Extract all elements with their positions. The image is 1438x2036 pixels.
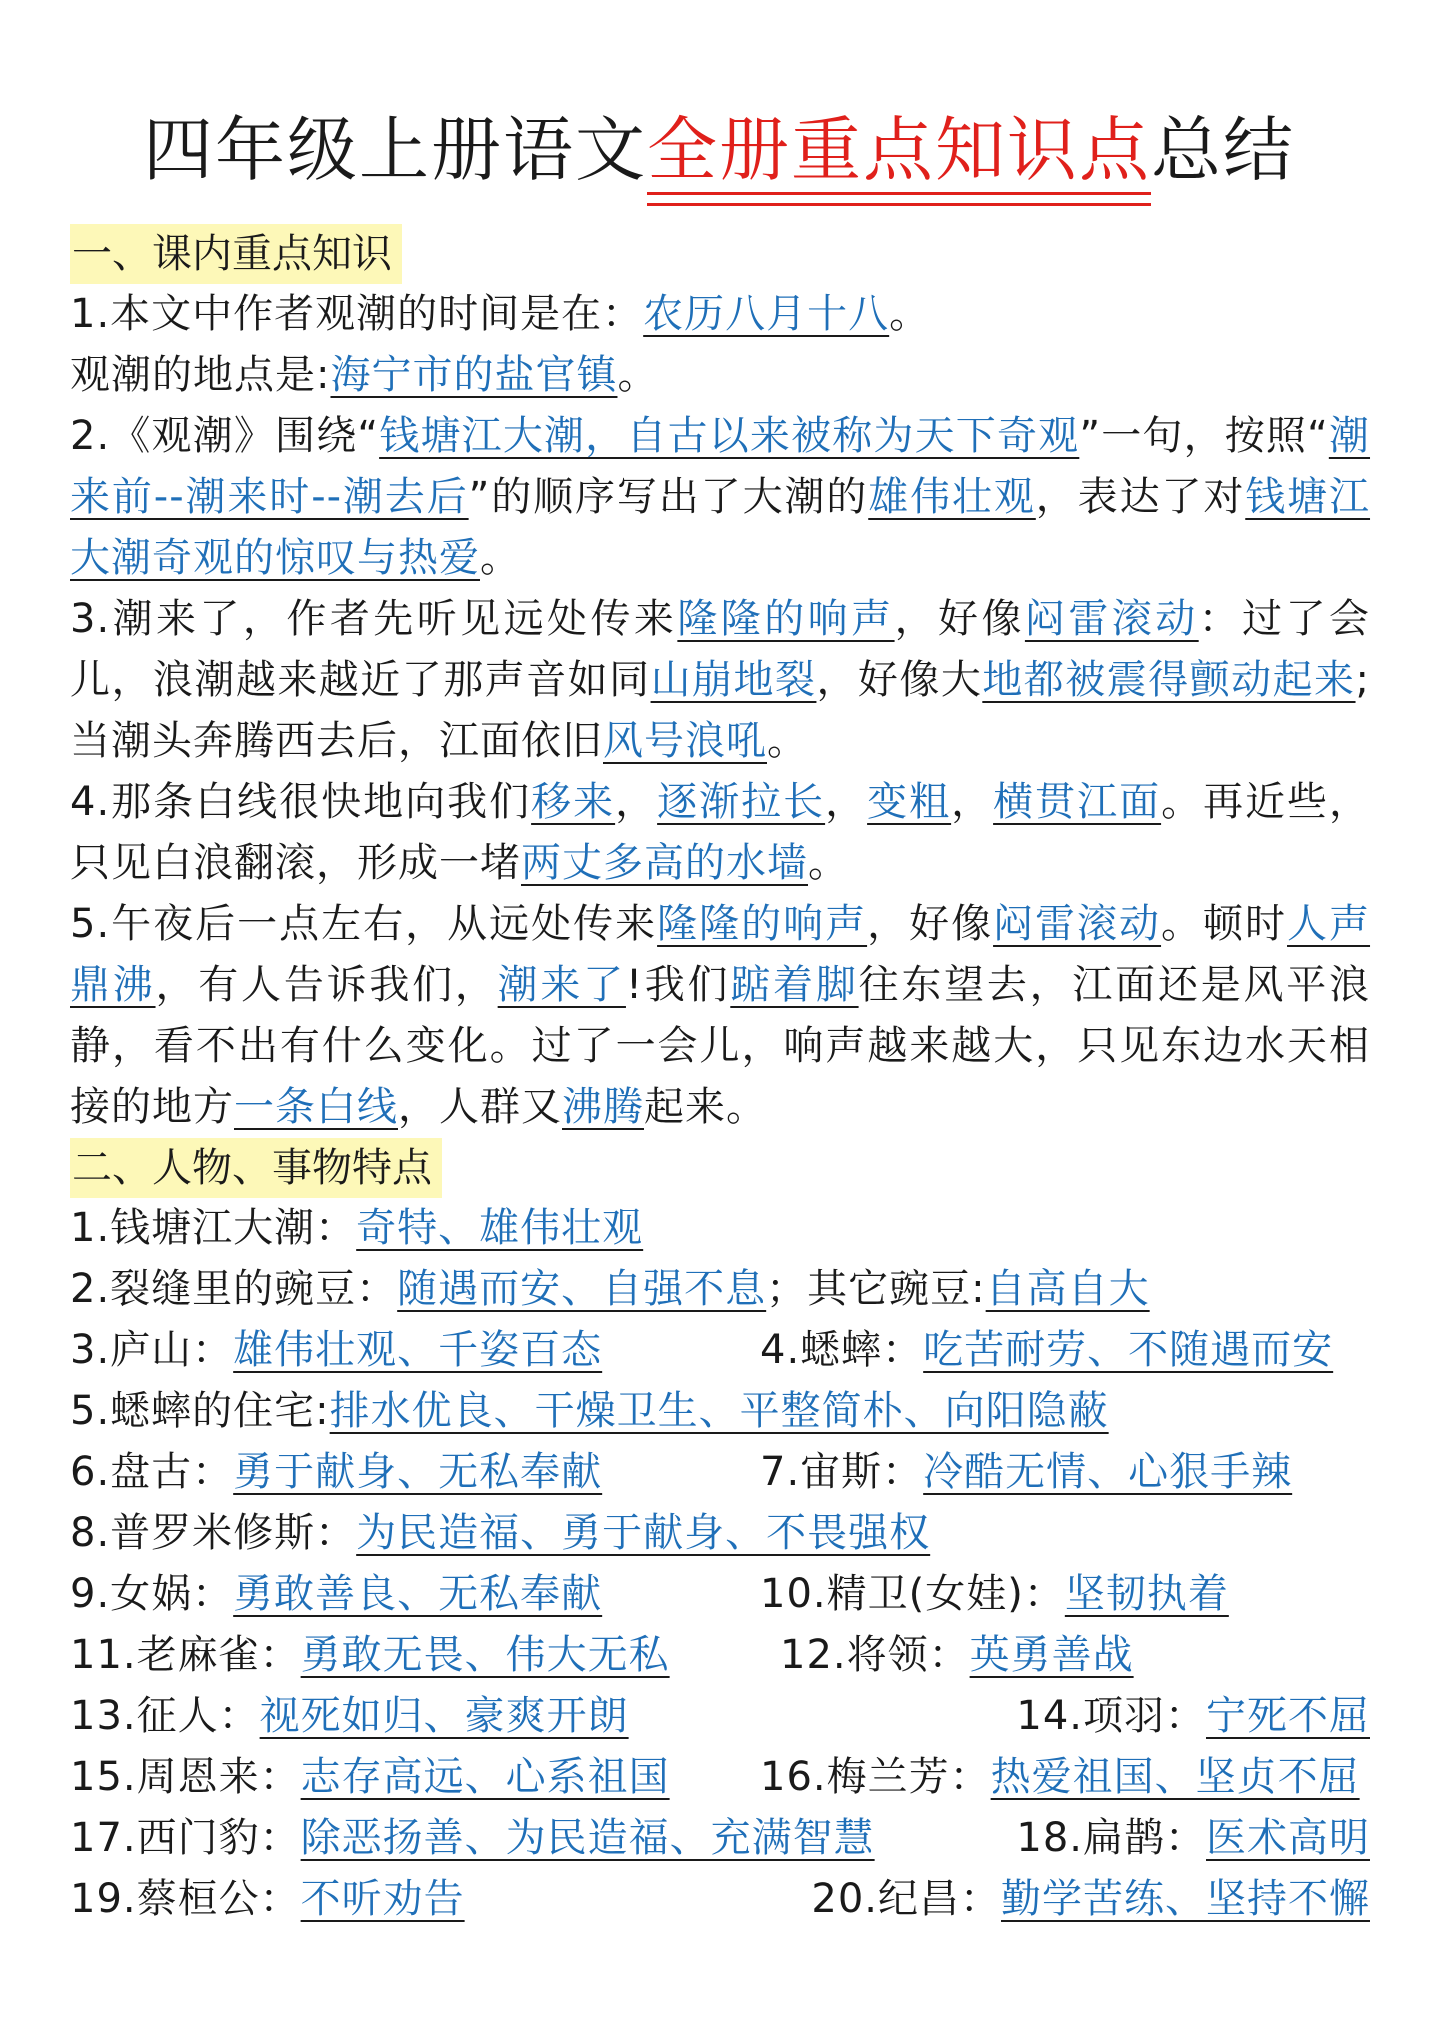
page-title [0, 100, 1438, 200]
trait-row [70, 1808, 1370, 1869]
text-segment: 观潮的地点是: [70, 352, 331, 398]
text-segment: !我们 [625, 962, 731, 1008]
text-segment: ，好像大 [816, 657, 983, 703]
section-2-heading: 二、人物、事物特点 [70, 1138, 442, 1198]
text-segment: ， [615, 779, 658, 825]
trait-answer: 雄伟壮观、千姿百态 [233, 1327, 603, 1373]
trait-answer: 吃苦耐劳、不随遇而安 [923, 1327, 1334, 1373]
text-segment: 。顿时 [1161, 901, 1288, 947]
text-segment: ， [951, 779, 994, 825]
trait-row [70, 1503, 1370, 1564]
trait-subject: 19.蔡桓公： [70, 1876, 301, 1922]
text-segment: ”一句，按照“ [1079, 413, 1329, 459]
answer-text: 潮来前--潮来时--潮去后 [70, 413, 1371, 520]
trait-item [70, 1503, 930, 1564]
answer-text: 潮来了 [497, 962, 626, 1008]
text-segment: ，有人告诉我们， [155, 962, 498, 1008]
trait-item [1016, 1808, 1370, 1869]
trait-subject: 7.宙斯： [760, 1449, 924, 1495]
trait-answer: 视死如归、豪爽开朗 [259, 1693, 629, 1739]
answer-text: 两丈多高的水墙 [521, 840, 808, 886]
trait-answer: 排水优良、干燥卫生、平整简朴、向阳隐蔽 [329, 1388, 1109, 1434]
trait-subject: 4.蟋蟀： [760, 1327, 924, 1373]
answer-text: 隆隆的响声 [657, 901, 868, 947]
knowledge-paragraph [70, 894, 1370, 1138]
trait-row [70, 1442, 1370, 1503]
answer-text: 山崩地裂 [650, 657, 817, 703]
answer-text: 风号浪吼 [603, 718, 767, 764]
text-segment: 起来。 [644, 1084, 767, 1130]
text-segment: ，表达了对 [1035, 474, 1246, 520]
trait-subject: 3.庐山： [70, 1327, 234, 1373]
trait-answer: 热爱祖国、坚贞不屈 [990, 1754, 1360, 1800]
trait-subject: 2.裂缝里的豌豆： [70, 1266, 398, 1312]
trait-item [70, 1869, 465, 1930]
trait-answer: 勇敢无畏、伟大无私 [300, 1632, 670, 1678]
answer-text: 横贯江面 [993, 779, 1162, 825]
trait-answer: 志存高远、心系祖国 [300, 1754, 670, 1800]
text-segment: 。 [767, 718, 808, 764]
title-suffix: 总结 [1151, 109, 1295, 191]
trait-item [760, 1564, 1229, 1625]
trait-item [70, 1808, 875, 1869]
section-2-rows [70, 1198, 1370, 1930]
trait-item [70, 1747, 670, 1808]
text-segment: 。 [808, 840, 849, 886]
trait-answer: 随遇而安、自强不息 [397, 1266, 767, 1312]
text-segment: 1.本文中作者观潮的时间是在： [70, 291, 644, 337]
text-segment: 2.《观潮》围绕“ [70, 413, 380, 459]
text-segment: ：过了会儿，浪潮越来越近了那声音如同 [70, 596, 1371, 703]
trait-subject: 10.精卫(女娃)： [760, 1571, 1065, 1617]
text-segment: 。 [617, 352, 659, 398]
trait-subject: ；其它豌豆: [766, 1266, 986, 1312]
answer-text: 变粗 [867, 779, 952, 825]
trait-row [70, 1381, 1370, 1442]
text-segment: ;当潮头奔腾西去后，江面依旧 [70, 657, 1371, 764]
trait-answer: 奇特、雄伟壮观 [356, 1205, 644, 1251]
text-segment: 。 [480, 535, 521, 581]
answer-text: 隆隆的响声 [677, 596, 895, 642]
trait-row [70, 1686, 1370, 1747]
content [70, 224, 1370, 1930]
knowledge-paragraph [70, 345, 1370, 406]
trait-item [1016, 1686, 1370, 1747]
trait-item [760, 1747, 1360, 1808]
trait-item [760, 1320, 1333, 1381]
trait-item [780, 1625, 1134, 1686]
section-1-heading: 一、课内重点知识 [70, 224, 402, 284]
trait-subject: 12.将领： [780, 1632, 970, 1678]
trait-item [70, 1320, 602, 1381]
text-segment: 。再近些，只见白浪翻滚，形成一堵 [70, 779, 1371, 886]
text-segment: 5.午夜后一点左右，从远处传来 [70, 901, 658, 947]
trait-answer: 冷酷无情、心狠手辣 [923, 1449, 1293, 1495]
text-segment: 4.那条白线很快地向我们 [70, 779, 532, 825]
trait-item [760, 1442, 1292, 1503]
text-segment: 往东望去，江面还是风平浪静，看不出有什么变化。过了一会儿，响声越来越大，只见东边水天相接的地方 [70, 962, 1371, 1130]
trait-subject: 15.周恩来： [70, 1754, 301, 1800]
answer-text: 雄伟壮观 [868, 474, 1036, 520]
trait-subject: 14.项羽： [1016, 1693, 1206, 1739]
trait-subject: 16.梅兰芳： [760, 1754, 991, 1800]
text-segment: 3.潮来了，作者先听见远处传来 [70, 596, 678, 642]
answer-text: 一条白线 [234, 1084, 398, 1130]
text-segment: ，好像 [867, 901, 994, 947]
answer-text: 闷雷滚动 [1024, 596, 1199, 642]
answer-text: 闷雷滚动 [993, 901, 1162, 947]
trait-row [70, 1625, 1370, 1686]
trait-item [70, 1381, 1109, 1442]
trait-subject: 11.老麻雀： [70, 1632, 301, 1678]
section-1-paragraphs [70, 284, 1370, 1138]
trait-answer: 自高自大 [985, 1266, 1150, 1312]
trait-subject: 18.扁鹊： [1016, 1815, 1206, 1861]
knowledge-paragraph [70, 406, 1370, 589]
trait-answer: 除恶扬善、为民造福、充满智慧 [300, 1815, 875, 1861]
answer-text: 钱塘江大潮奇观的惊叹与热爱 [70, 474, 1371, 581]
trait-row [70, 1320, 1370, 1381]
trait-subject: 1.钱塘江大潮： [70, 1205, 357, 1251]
trait-row [70, 1564, 1370, 1625]
trait-subject: 9.女娲： [70, 1571, 234, 1617]
answer-text: 地都被震得颤动起来 [982, 657, 1356, 703]
trait-subject: 8.普罗米修斯： [70, 1510, 357, 1556]
trait-subject: 5.蟋蟀的住宅: [70, 1388, 330, 1434]
text-segment: ，人群又 [398, 1084, 562, 1130]
title-highlight: 全册重点知识点 [647, 100, 1151, 200]
trait-item [70, 1198, 643, 1259]
trait-answer: 勤学苦练、坚持不懈 [1001, 1876, 1370, 1922]
answer-text: 钱塘江大潮，自古以来被称为天下奇观 [379, 413, 1080, 459]
trait-item [811, 1869, 1370, 1930]
trait-answer: 英勇善战 [969, 1632, 1134, 1678]
trait-answer: 宁死不屈 [1206, 1693, 1370, 1739]
trait-row [70, 1259, 1370, 1320]
section-1 [70, 224, 1370, 1138]
trait-row [70, 1869, 1370, 1930]
trait-subject: 17.西门豹： [70, 1815, 301, 1861]
trait-item [70, 1259, 1150, 1320]
answer-text: 海宁市的盐官镇 [330, 352, 618, 398]
section-2 [70, 1138, 1370, 1930]
knowledge-paragraph [70, 284, 1370, 345]
trait-item [70, 1686, 629, 1747]
trait-item [70, 1564, 602, 1625]
trait-row [70, 1747, 1370, 1808]
answer-text: 农历八月十八 [643, 291, 890, 337]
trait-answer: 为民造福、勇于献身、不畏强权 [356, 1510, 931, 1556]
trait-row [70, 1198, 1370, 1259]
text-segment: ，好像 [894, 596, 1025, 642]
trait-subject: 13.征人： [70, 1693, 260, 1739]
knowledge-paragraph [70, 589, 1370, 772]
trait-answer: 不听劝告 [300, 1876, 465, 1922]
trait-answer: 医术高明 [1206, 1815, 1370, 1861]
trait-item [70, 1625, 670, 1686]
answer-text: 移来 [531, 779, 616, 825]
trait-answer: 勇敢善良、无私奉献 [233, 1571, 603, 1617]
text-segment: ”的顺序写出了大潮的 [468, 474, 869, 520]
title-prefix: 四年级上册语文 [143, 109, 647, 191]
trait-answer: 勇于献身、无私奉献 [233, 1449, 603, 1495]
trait-answer: 坚韧执着 [1064, 1571, 1229, 1617]
trait-item [70, 1442, 602, 1503]
text-segment: ， [825, 779, 868, 825]
trait-subject: 6.盘古： [70, 1449, 234, 1495]
answer-text: 人声鼎沸 [70, 901, 1371, 1008]
text-segment: 。 [889, 291, 931, 337]
knowledge-paragraph [70, 772, 1370, 894]
trait-subject: 20.纪昌： [811, 1876, 1001, 1922]
answer-text: 沸腾 [562, 1084, 644, 1130]
answer-text: 逐渐拉长 [657, 779, 826, 825]
answer-text: 踮着脚 [730, 962, 859, 1008]
